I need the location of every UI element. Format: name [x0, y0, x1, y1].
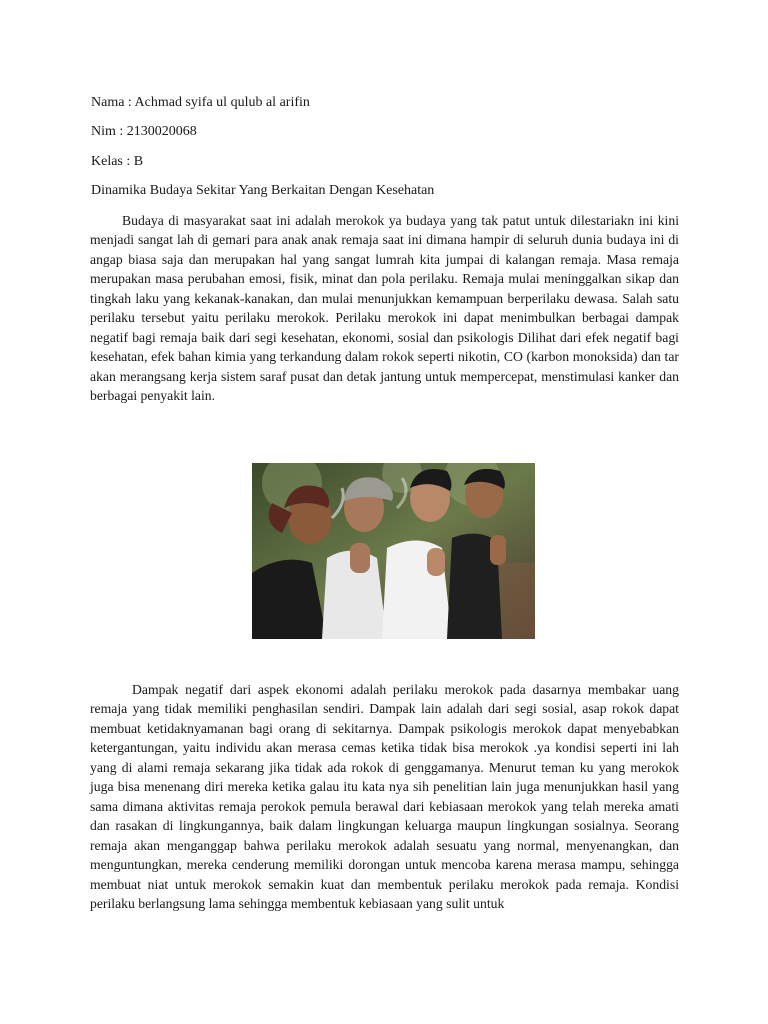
- paragraph-2: Dampak negatif dari aspek ekonomi adalah perilaku merokok pada dasarnya membakar uang remaja yang tidak memiliki penghasilan sendiri. Dampak lain adalah dari segi sosial, asap rokok dapat membuat ketidaknyamanan bagi orang di sekitarnya. Dampak psikologis merokok dapat menyebabkan ketergantungan, yaitu individu akan merasa cemas ketika tidak bisa merokok .ya kondisi seperti ini lah yang di alami remaja sekarang jika tidak ada rokok di genggamanya. Menurut teman ku yang merokok juga bisa menenang diri mereka ketika galau itu kata nya sih penelitian lain juga menunjukkan hasil yang sama dimana aktivitas remaja perokok pemula berawal dari kebiasaan merokok yang telah mereka amati dan rasakan di lingkungannya, baik dalam lingkungan keluarga maupun lingkungan sosialnya. Seorang remaja akan menganggap bahwa perilaku merokok adalah sesuatu yang normal, menyenangkan, dan menguntungkan, mereka cenderung memiliki dorongan untuk mencoba karena merasa mampu, sehingga membuat niat untuk merokok semakin kuat dan membentuk perilaku merokok pada remaja. Kondisi perilaku berlangsung lama sehingga membentuk kebiasaan yang sulit untuk: [90, 682, 679, 911]
- student-name: Nama : Achmad syifa ul qulub al arifin: [91, 95, 310, 110]
- paragraph-1: Budaya di masyarakat saat ini adalah merokok ya budaya yang tak patut untuk dilestariakn ini kini menjadi sangat lah di gemari para anak anak remaja saat ini dimana hampir di seluruh dunia budaya ini di angap biasa saja dan merupakan hal yang sangat lumrah kita jumpai di kalangan remaja. Masa remaja merupakan masa perubahan emosi, fisik, minat dan pola perilaku. Remaja mulai meninggalkan sikap dan tingkah laku yang kekanak-kanakan, dan mulai menunjukkan kemampuan berperilaku dewasa. Salah satu perilaku tersebut yaitu perilaku merokok. Perilaku merokok ini dapat menimbulkan berbagai dampak negatif bagi remaja baik dari segi kesehatan, ekonomi, sosial dan psikologis Dilihat dari efek negatif bagi kesehatan, efek bahan kimia yang terkandung dalam rokok seperti nikotin, CO (karbon monoksida) dan tar akan merangsang kerja sistem saraf pusat dan detak jantung untuk mempercepat, menstimulasi kanker dan berbagai penyakit lain.: [90, 213, 679, 404]
- document-title: Dinamika Budaya Sekitar Yang Berkaitan Dengan Kesehatan: [91, 183, 435, 198]
- student-class: Kelas : B: [91, 154, 144, 169]
- teenagers-smoking-photo: [252, 463, 535, 639]
- student-nim: Nim : 2130020068: [91, 124, 197, 139]
